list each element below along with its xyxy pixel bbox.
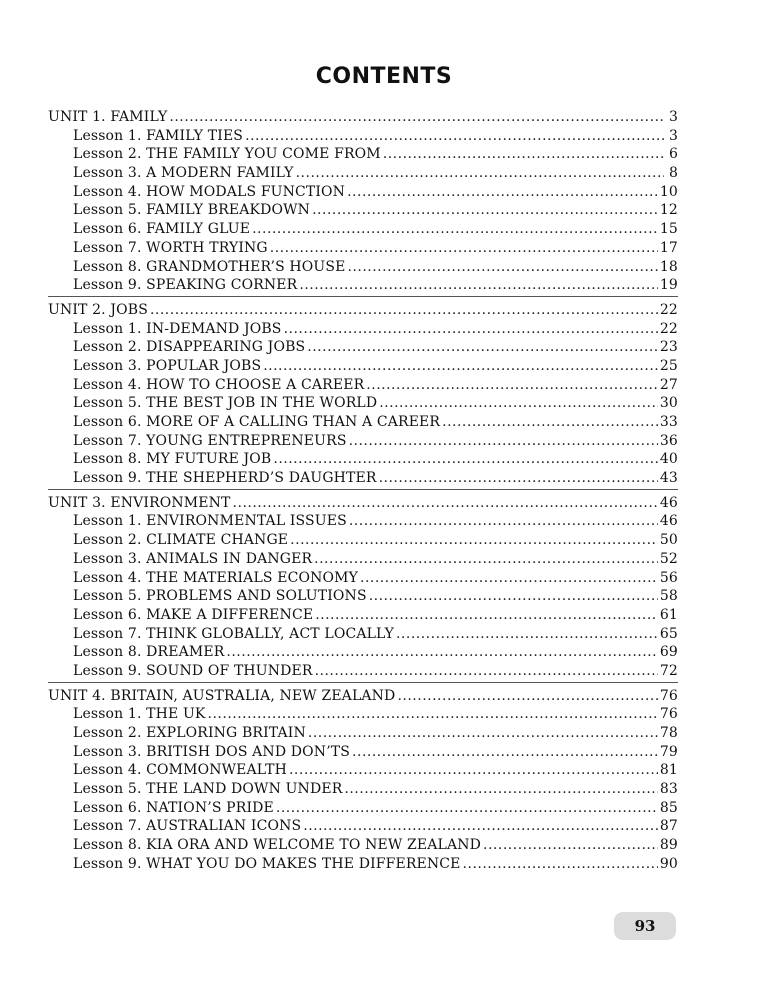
- dot-leader: [315, 606, 658, 625]
- page-reference: 8: [668, 165, 678, 182]
- dot-leader: [463, 855, 658, 874]
- lesson-entry: [48, 450, 678, 469]
- lesson-title: Lesson 5. PROBLEMS AND SOLUTIONS: [73, 588, 367, 605]
- unit-section: [48, 494, 678, 683]
- lesson-entry: [48, 357, 678, 376]
- lesson-title: Lesson 6. NATION’S PRIDE: [73, 799, 274, 816]
- lesson-entry: [48, 761, 678, 780]
- page-reference: 90: [659, 855, 678, 872]
- lesson-entry: [48, 855, 678, 874]
- page-reference: 85: [659, 799, 678, 816]
- lesson-title: Lesson 6. FAMILY GLUE: [73, 221, 251, 238]
- page-reference: 89: [659, 837, 678, 854]
- unit-entry: [48, 301, 678, 320]
- page-reference: 33: [659, 414, 678, 430]
- lesson-entry: [48, 376, 678, 395]
- lesson-entry: [48, 817, 678, 836]
- dot-leader: [284, 320, 658, 339]
- dot-leader: [307, 338, 658, 357]
- page-reference: 30: [659, 395, 678, 412]
- page-reference: 3: [668, 109, 678, 125]
- lesson-entry: [48, 531, 678, 550]
- lesson-entry: [48, 799, 678, 818]
- lesson-title: Lesson 1. ENVIRONMENTAL ISSUES: [73, 513, 347, 530]
- dot-leader: [397, 687, 657, 706]
- page-reference: 61: [659, 606, 678, 623]
- lesson-title: Lesson 4. THE MATERIALS ECONOMY: [73, 569, 358, 586]
- dot-leader: [314, 550, 658, 569]
- dot-leader: [289, 761, 658, 780]
- lesson-entry: [48, 394, 678, 413]
- page-reference: 46: [659, 494, 678, 511]
- lesson-entry: [48, 606, 678, 625]
- lesson-entry: [48, 320, 678, 339]
- page-reference: 6: [668, 146, 678, 163]
- page-reference: 72: [659, 662, 678, 679]
- lesson-title: Lesson 2. EXPLORING BRITAIN: [73, 725, 306, 741]
- dot-leader: [245, 127, 664, 146]
- page-reference: 40: [659, 451, 678, 468]
- page-reference: 76: [659, 706, 678, 723]
- page-reference: 36: [659, 432, 678, 449]
- page-reference: 78: [659, 725, 678, 741]
- unit-section: [48, 687, 678, 875]
- lesson-title: Lesson 9. THE SHEPHERD’S DAUGHTER: [73, 470, 377, 487]
- lesson-title: Lesson 8. MY FUTURE JOB: [73, 451, 272, 468]
- lesson-entry: [48, 569, 678, 588]
- unit-entry: [48, 108, 678, 127]
- lesson-entry: [48, 550, 678, 569]
- lesson-title: Lesson 3. ANIMALS IN DANGER: [73, 550, 313, 567]
- dot-leader: [360, 569, 658, 588]
- dot-leader: [308, 724, 658, 743]
- lesson-title: Lesson 7. THINK GLOBALLY, ACT LOCALLY: [73, 625, 394, 642]
- lesson-entry: [48, 220, 678, 239]
- lesson-title: Lesson 8. GRANDMOTHER’S HOUSE: [73, 258, 346, 275]
- lesson-title: Lesson 1. FAMILY TIES: [73, 127, 244, 144]
- dot-leader: [169, 108, 664, 127]
- dot-leader: [344, 780, 657, 799]
- lesson-entry: [48, 338, 678, 357]
- unit-title: UNIT 4. BRITAIN, AUSTRALIA, NEW ZEALAND: [48, 687, 396, 704]
- lesson-entry: [48, 662, 678, 681]
- lesson-entry: [48, 625, 678, 644]
- lesson-title: Lesson 9. SPEAKING CORNER: [73, 277, 298, 294]
- unit-entry: [48, 494, 678, 513]
- dot-leader: [299, 276, 658, 295]
- lesson-title: Lesson 3. BRITISH DOS AND DON’TS: [73, 743, 351, 760]
- dot-leader: [483, 836, 658, 855]
- lesson-title: Lesson 9. WHAT YOU DO MAKES THE DIFFERENCE: [73, 855, 461, 872]
- lesson-entry: [48, 276, 678, 295]
- lesson-entry: [48, 724, 678, 743]
- page-number-badge: 93: [614, 912, 676, 940]
- page-reference: 17: [659, 239, 678, 256]
- dot-leader: [226, 643, 657, 662]
- dot-leader: [312, 201, 658, 220]
- unit-title: UNIT 3. ENVIRONMENT: [48, 494, 231, 511]
- lesson-title: Lesson 3. POPULAR JOBS: [73, 357, 262, 374]
- dot-leader: [208, 705, 658, 724]
- page-reference: 52: [659, 550, 678, 567]
- unit-title: UNIT 1. FAMILY: [48, 109, 168, 125]
- dot-leader: [352, 743, 658, 762]
- page-reference: 50: [659, 532, 678, 549]
- lesson-entry: [48, 413, 678, 432]
- lesson-title: Lesson 1. THE UK: [73, 706, 206, 723]
- dot-leader: [263, 357, 658, 376]
- page-reference: 12: [659, 202, 678, 219]
- lesson-entry: [48, 258, 678, 277]
- lesson-entry: [48, 239, 678, 258]
- lesson-title: Lesson 4. COMMONWEALTH: [73, 762, 287, 779]
- lesson-entry: [48, 432, 678, 451]
- lesson-entry: [48, 145, 678, 164]
- lesson-title: Lesson 5. THE LAND DOWN UNDER: [73, 781, 343, 798]
- lesson-title: Lesson 5. FAMILY BREAKDOWN: [73, 202, 311, 219]
- page-reference: 18: [659, 258, 678, 275]
- dot-leader: [347, 183, 658, 202]
- page-reference: 27: [659, 376, 678, 393]
- dot-leader: [349, 432, 658, 451]
- page-reference: 65: [659, 625, 678, 642]
- page-reference: 81: [659, 762, 678, 779]
- lesson-entry: [48, 512, 678, 531]
- page-reference: 83: [659, 781, 678, 798]
- page-reference: 25: [659, 357, 678, 374]
- dot-leader: [290, 531, 658, 550]
- unit-entry: [48, 687, 678, 706]
- unit-section: [48, 301, 678, 490]
- dot-leader: [442, 413, 658, 432]
- page-reference: 10: [659, 183, 678, 200]
- page-reference: 22: [659, 320, 678, 337]
- lesson-entry: [48, 201, 678, 220]
- lesson-entry: [48, 183, 678, 202]
- unit-section: [48, 108, 678, 297]
- page-reference: 43: [659, 470, 678, 487]
- dot-leader: [270, 239, 658, 258]
- lesson-entry: [48, 127, 678, 146]
- page-reference: 23: [659, 339, 678, 356]
- lesson-title: Lesson 4. HOW MODALS FUNCTION: [73, 183, 346, 200]
- lesson-entry: [48, 780, 678, 799]
- dot-leader: [315, 662, 658, 681]
- lesson-entry: [48, 743, 678, 762]
- lesson-title: Lesson 2. CLIMATE CHANGE: [73, 532, 289, 549]
- lesson-entry: [48, 469, 678, 488]
- lesson-title: Lesson 5. THE BEST JOB IN THE WORLD: [73, 395, 378, 412]
- lesson-title: Lesson 1. IN-DEMAND JOBS: [73, 320, 282, 337]
- page-reference: 19: [659, 277, 678, 294]
- lesson-title: Lesson 4. HOW TO CHOOSE A CAREER: [73, 376, 365, 393]
- lesson-title: Lesson 7. WORTH TRYING: [73, 239, 268, 256]
- page-reference: 22: [659, 301, 678, 318]
- page-reference: 15: [659, 221, 678, 238]
- lesson-entry: [48, 705, 678, 724]
- page-reference: 69: [659, 644, 678, 661]
- dot-leader: [383, 145, 664, 164]
- lesson-entry: [48, 587, 678, 606]
- lesson-title: Lesson 3. A MODERN FAMILY: [73, 165, 294, 182]
- lesson-title: Lesson 8. DREAMER: [73, 644, 225, 661]
- dot-leader: [369, 587, 658, 606]
- dot-leader: [303, 817, 658, 836]
- lesson-title: Lesson 2. THE FAMILY YOU COME FROM: [73, 146, 381, 163]
- dot-leader: [396, 625, 658, 644]
- dot-leader: [296, 164, 664, 183]
- dot-leader: [379, 394, 658, 413]
- lesson-title: Lesson 6. MORE OF A CALLING THAN A CAREER: [73, 414, 441, 430]
- lesson-entry: [48, 164, 678, 183]
- lesson-title: Lesson 9. SOUND OF THUNDER: [73, 662, 313, 679]
- page-reference: 79: [659, 743, 678, 760]
- lesson-entry: [48, 836, 678, 855]
- dot-leader: [252, 220, 658, 239]
- dot-leader: [276, 799, 658, 818]
- dot-leader: [150, 301, 658, 320]
- dot-leader: [366, 376, 658, 395]
- dot-leader: [233, 494, 658, 513]
- lesson-title: Lesson 2. DISAPPEARING JOBS: [73, 339, 306, 356]
- page-reference: 87: [659, 818, 678, 835]
- dot-leader: [379, 469, 658, 488]
- lesson-title: Lesson 8. KIA ORA AND WELCOME TO NEW ZEALAND: [73, 837, 482, 854]
- page-reference: 58: [659, 588, 678, 605]
- lesson-title: Lesson 7. AUSTRALIAN ICONS: [73, 818, 302, 835]
- page-reference: 76: [659, 687, 678, 704]
- lesson-title: Lesson 7. YOUNG ENTREPRENEURS: [73, 432, 347, 449]
- page-title: CONTENTS: [315, 64, 453, 89]
- dot-leader: [349, 512, 658, 531]
- page-reference: 46: [659, 513, 678, 530]
- page-reference: 56: [659, 569, 678, 586]
- lesson-entry: [48, 643, 678, 662]
- unit-title: UNIT 2. JOBS: [48, 301, 148, 318]
- dot-leader: [273, 450, 658, 469]
- lesson-title: Lesson 6. MAKE A DIFFERENCE: [73, 606, 314, 623]
- dot-leader: [347, 258, 657, 277]
- table-of-contents: [48, 108, 678, 879]
- page-reference: 3: [668, 127, 678, 144]
